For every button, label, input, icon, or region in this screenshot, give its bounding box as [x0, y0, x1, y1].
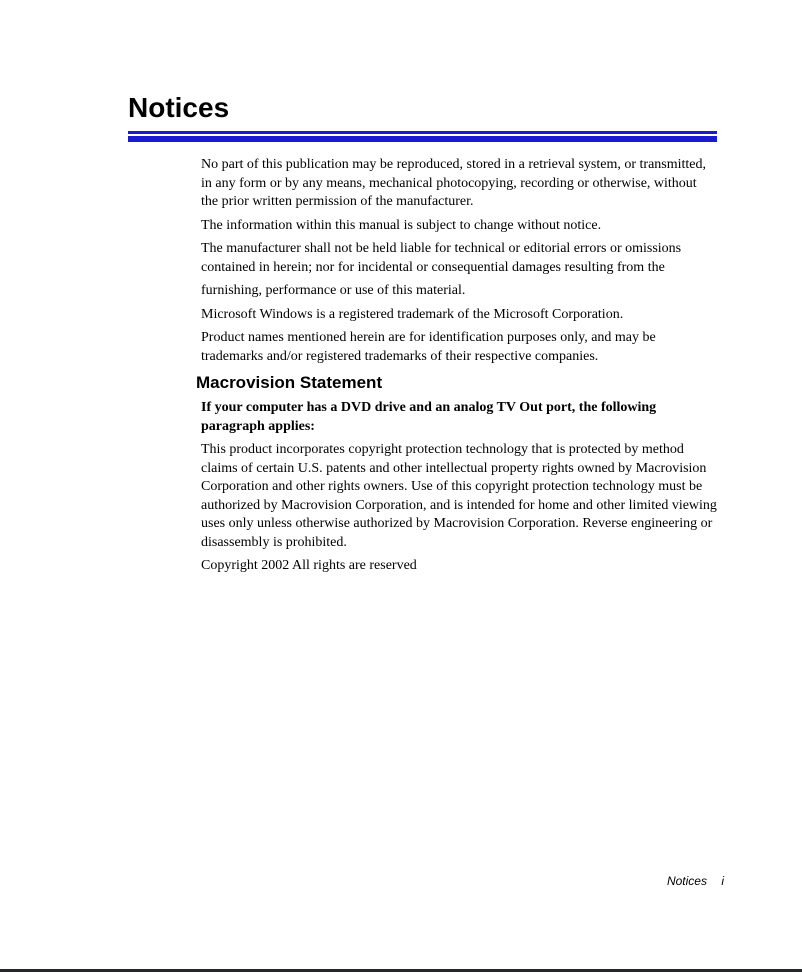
copyright-line: Copyright 2002 All rights are reserved [201, 558, 417, 573]
notice-paragraph: The manufacturer shall not be held liable for technical or editorial errors or omissions contained in herein; nor for incidental or consequential damages resulting from the [201, 241, 682, 275]
footer-page-number: i [721, 874, 724, 888]
divider-thick-line [128, 136, 717, 142]
macrovision-lead-paragraph: If your computer has a DVD drive and an analog TV Out port, the following paragraph applies: [201, 400, 657, 434]
notice-paragraph: Product names mentioned herein are for identification purposes only, and may be trademarks and/or registered trademarks of their respective companies. [201, 330, 656, 364]
section-heading-macrovision: Macrovision Statement [196, 373, 383, 392]
page-title: Notices [128, 92, 230, 123]
title-divider-rule [128, 131, 717, 142]
notice-paragraph: Microsoft Windows is a registered trademark of the Microsoft Corporation. [201, 306, 624, 322]
notice-paragraph: The information within this manual is subject to change without notice. [201, 217, 602, 233]
notice-paragraph: furnishing, performance or use of this material. [201, 283, 466, 298]
page-footer [667, 874, 724, 888]
footer-section-label: Notices [666, 874, 707, 888]
bottom-border-rule [0, 969, 802, 972]
macrovision-body-paragraph: This product incorporates copyright protection technology that is protected by method claims of certain U.S. patents and other intellectual property rights owned by Macrovision Corporation and other rights owners. Use of this copyright protection technology must be authorized by Macrovision Corporation, and is intended for home and other limited viewing uses only unless otherwise authorized by Macrovision Corporation. Reverse engineering or disassembly is prohibited. [201, 442, 717, 550]
notices-content [196, 156, 717, 581]
notice-paragraph: No part of this publication may be reproduced, stored in a retrieval system, or transmitted, in any form or by any means, mechanical photocopying, recording or otherwise, without the prior written permission of the manufacturer. [201, 157, 707, 209]
